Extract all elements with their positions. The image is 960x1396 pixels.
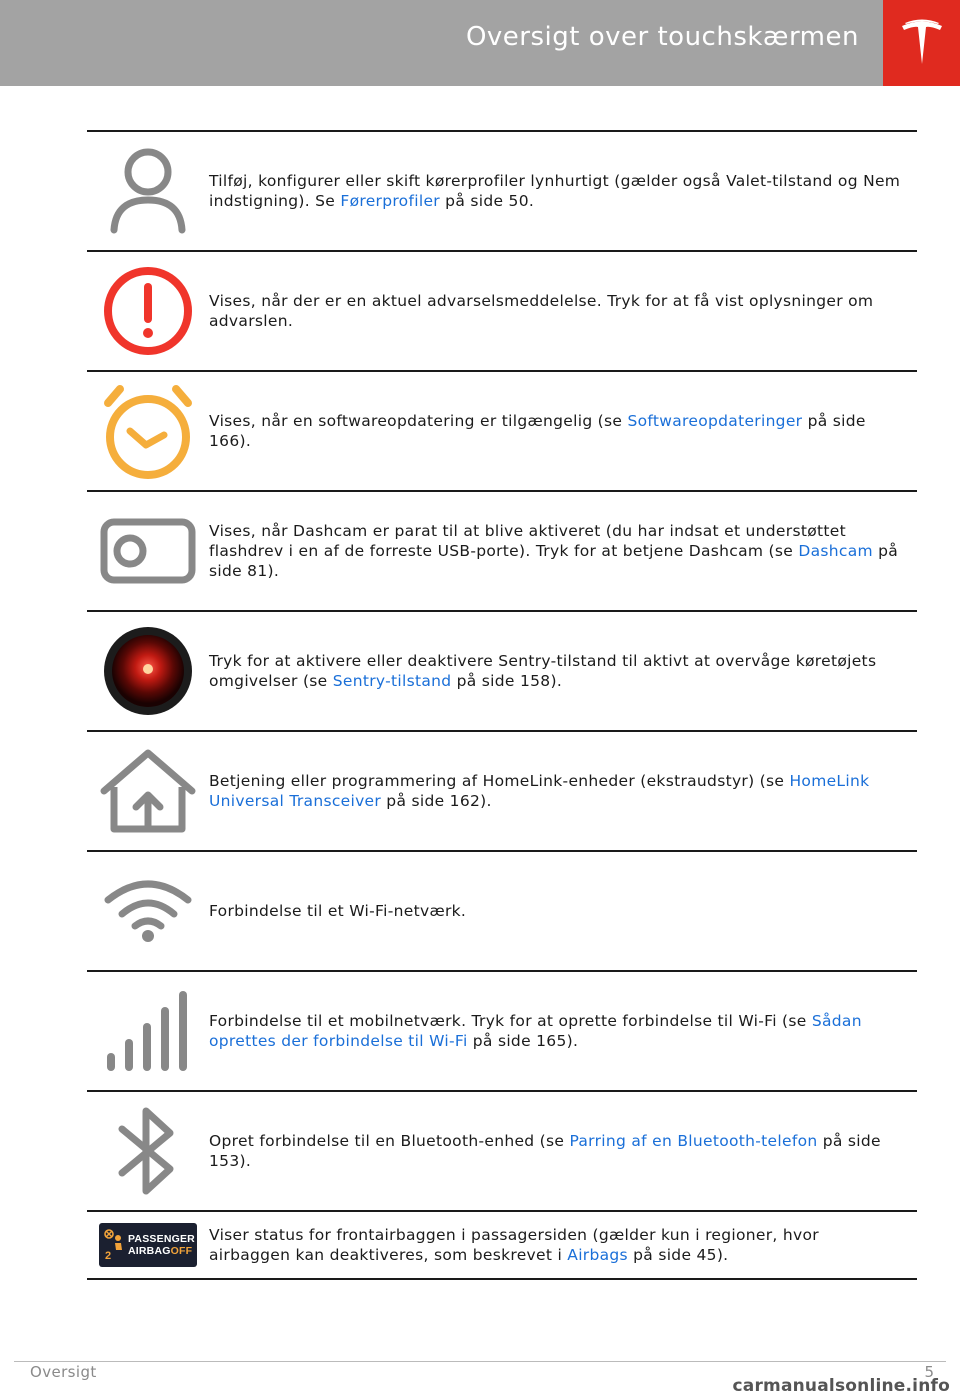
homelink-icon (100, 747, 196, 835)
link-homelink[interactable]: HomeLink Universal Transceiver (209, 772, 870, 810)
link-software-updates[interactable]: Softwareopdateringer (627, 412, 803, 430)
page-header (0, 0, 960, 86)
airbag-seat-icon (103, 1228, 125, 1262)
airbag-badge-text: PASSENGER AIRBAGOFF (128, 1233, 195, 1257)
row-description: Opret forbindelse til en Bluetooth-enhed (se Parring af en Bluetooth-telefon på side 153). (209, 1132, 881, 1170)
watermark: carmanualsonline.info (732, 1376, 950, 1396)
table-row (87, 132, 917, 252)
table-row (87, 972, 917, 1092)
tesla-logo-icon (900, 18, 944, 68)
cellular-signal-icon (103, 989, 193, 1073)
row-description: Tryk for at aktivere eller deaktivere Sentry-tilstand til aktivt at overvåge køretøjets omgivelser (se Sentry-tilstand på side 158). (209, 652, 877, 690)
driver-profile-icon (108, 146, 188, 236)
row-description: Viser status for frontairbaggen i passagersiden (gælder kun i regioner, hvor airbaggen kan deaktiveres, som beskrevet i Airbags på side 45). (209, 1226, 819, 1264)
airbag-number: 2 (105, 1250, 112, 1262)
table-row (87, 492, 917, 612)
page-title: Oversigt over touchskærmen (465, 22, 859, 52)
table-row (87, 612, 917, 732)
link-airbags[interactable]: Airbags (567, 1246, 628, 1264)
row-description: Vises, når en softwareopdatering er tilgængelig (se Softwareopdateringer på side 166). (209, 412, 866, 450)
link-connect-wifi[interactable]: Sådan oprettes der forbindelse til Wi-Fi (209, 1012, 862, 1050)
table-row (87, 852, 917, 972)
link-sentry-mode[interactable]: Sentry-tilstand (332, 672, 452, 690)
footer-divider (14, 1361, 946, 1362)
sentry-mode-icon (102, 625, 194, 717)
footer-section-name: Oversigt (30, 1363, 97, 1381)
alert-icon (102, 265, 194, 357)
bluetooth-icon (112, 1105, 184, 1197)
row-description: Betjening eller programmering af HomeLink-enheder (ekstraudstyr) (se HomeLink Universal Transceiver på side 162). (209, 772, 870, 810)
dashcam-icon (100, 518, 196, 584)
table-row (87, 1212, 917, 1280)
row-description: Vises, når der er en aktuel advarselsmeddelelse. Tryk for at få vist oplysninger om advarslen. (209, 292, 874, 330)
passenger-airbag-off-icon (99, 1223, 197, 1267)
wifi-icon (102, 878, 194, 944)
software-update-alarm-clock-icon (100, 381, 196, 481)
row-description: Forbindelse til et mobilnetværk. Tryk for at oprette forbindelse til Wi-Fi (se Sådan oprettes der forbindelse til Wi-Fi på side 165). (209, 1012, 862, 1050)
row-description: Tilføj, konfigurer eller skift kørerprofiler lynhurtigt (gælder også Valet-tilstand og Nem indstigning). Se Førerprofiler på side 50. (209, 172, 901, 210)
icon-description-table (87, 130, 917, 1280)
table-row (87, 252, 917, 372)
table-row (87, 372, 917, 492)
table-row (87, 732, 917, 852)
link-dashcam[interactable]: Dashcam (798, 542, 873, 560)
row-description: Forbindelse til et Wi-Fi-netværk. (209, 902, 467, 920)
link-driver-profiles[interactable]: Førerprofiler (340, 192, 440, 210)
row-description: Vises, når Dashcam er parat til at blive aktiveret (du har indsat et understøttet flashdrev i en af de forreste USB-porte). Tryk for at betjene Dashcam (se Dashcam på side 81). (209, 522, 899, 580)
link-bluetooth-pairing[interactable]: Parring af en Bluetooth-telefon (569, 1132, 818, 1150)
page-number: 5 (924, 1363, 934, 1381)
table-row (87, 1092, 917, 1212)
brand-logo (883, 0, 960, 86)
